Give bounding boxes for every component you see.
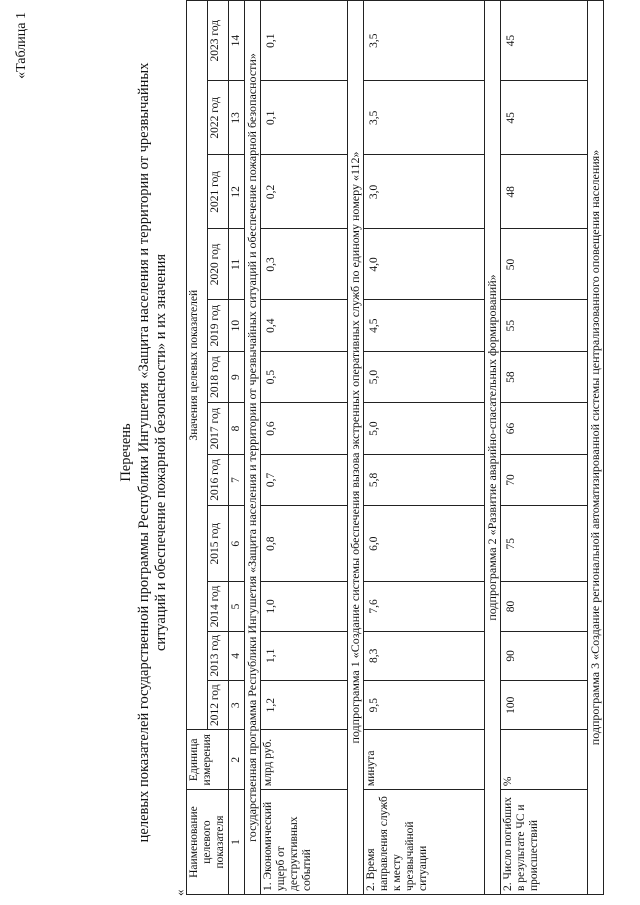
header-year: 2023 год (208, 1, 229, 81)
indicator-value: 45 (501, 81, 588, 155)
header-year: 2017 год (208, 403, 229, 454)
indicator-unit: минута (364, 730, 485, 790)
indicator-value: 8,3 (364, 631, 485, 680)
header-year: 2020 год (208, 229, 229, 300)
column-number: 12 (229, 155, 245, 229)
column-number: 14 (229, 1, 245, 81)
column-number: 9 (229, 351, 245, 402)
indicator-value: 58 (501, 351, 588, 402)
indicator-value: 1,0 (261, 582, 348, 631)
column-numbers-row (229, 1, 245, 895)
column-number: 13 (229, 81, 245, 155)
header-year: 2012 год (208, 681, 229, 730)
indicator-value: 0,6 (261, 403, 348, 454)
column-number: 4 (229, 631, 245, 680)
indicator-unit: % (501, 730, 588, 790)
indicator-unit: млрд руб. (261, 730, 348, 790)
indicator-value: 6,0 (364, 506, 485, 582)
column-number: 7 (229, 454, 245, 505)
indicator-value: 50 (501, 229, 588, 300)
header-name: Наименование целевого показателя (187, 790, 229, 895)
indicator-value: 66 (501, 403, 588, 454)
table-row (261, 1, 348, 895)
column-number: 8 (229, 403, 245, 454)
indicator-value: 3,5 (364, 81, 485, 155)
column-number: 6 (229, 506, 245, 582)
table-caption: «Таблица 1 (14, 12, 29, 79)
document-subtitle-line-2: ситуаций и обеспечение пожарной безопасности» и их значения (153, 253, 169, 652)
indicator-value: 48 (501, 155, 588, 229)
indicators-table (186, 0, 604, 895)
indicator-value: 75 (501, 506, 588, 582)
indicator-value: 0,2 (261, 155, 348, 229)
indicator-value: 3,0 (364, 155, 485, 229)
indicator-value: 100 (501, 681, 588, 730)
column-number: 5 (229, 582, 245, 631)
indicator-name: 1. Экономический ущерб от деструктивных событий (261, 790, 348, 895)
header-year: 2014 год (208, 582, 229, 631)
indicator-value: 3,5 (364, 1, 485, 81)
indicator-value: 7,6 (364, 582, 485, 631)
header-unit: Единица измерения (187, 730, 229, 790)
header-year: 2016 год (208, 454, 229, 505)
indicator-value: 80 (501, 582, 588, 631)
header-year: 2015 год (208, 506, 229, 582)
indicator-value: 0,1 (261, 81, 348, 155)
indicator-value: 5,0 (364, 351, 485, 402)
indicator-value: 70 (501, 454, 588, 505)
header-year: 2013 год (208, 631, 229, 680)
document-subtitle-line-1: целевых показателей государственной программы Республики Ингушетия «Защита населения и территории от чрезвычайных (136, 62, 152, 843)
open-quote: « (172, 889, 187, 896)
column-number: 3 (229, 681, 245, 730)
indicator-value: 0,3 (261, 229, 348, 300)
indicator-value: 4,5 (364, 300, 485, 351)
indicator-value: 0,1 (261, 1, 348, 81)
header-year: 2022 год (208, 81, 229, 155)
column-number: 1 (229, 790, 245, 895)
indicator-value: 0,5 (261, 351, 348, 402)
indicator-value: 5,0 (364, 403, 485, 454)
header-year: 2018 год (208, 351, 229, 402)
column-number: 2 (229, 730, 245, 790)
document-title: Перечень (118, 423, 134, 482)
indicator-value: 1,1 (261, 631, 348, 680)
indicator-value: 5,8 (364, 454, 485, 505)
indicator-value: 45 (501, 1, 588, 81)
column-number: 10 (229, 300, 245, 351)
indicator-value: 0,8 (261, 506, 348, 582)
header-year: 2019 год (208, 300, 229, 351)
indicator-value: 1,2 (261, 681, 348, 730)
indicator-value: 0,4 (261, 300, 348, 351)
indicator-value: 4,0 (364, 229, 485, 300)
subprogram-3-heading: подпрограмма 3 «Создание региональной автоматизированной системы централизованного оповещения населения» (588, 1, 604, 895)
program-heading: государственная программа Республики Ингушетия «Защита населения и территории от чрезвычайных ситуаций и обеспечение пожарной безопасности» (245, 1, 261, 895)
header-year: 2021 год (208, 155, 229, 229)
indicator-value: 55 (501, 300, 588, 351)
indicator-value: 9,5 (364, 681, 485, 730)
column-number: 11 (229, 229, 245, 300)
subprogram-2-heading: подпрограмма 2 «Развитие аварийно-спасательных формирований» (485, 1, 501, 895)
subprogram-1-heading: подпрограмма 1 «Создание системы обеспечения вызова экстренных оперативных служб по единому номеру «112» (348, 1, 364, 895)
indicator-name: 2. Время направления служб к месту чрезвычайной ситуации (364, 790, 485, 895)
header-values-group: Значения целевых показателей (187, 1, 208, 730)
table-row (364, 1, 485, 895)
indicator-value: 90 (501, 631, 588, 680)
indicator-name: 2. Число погибших в результате ЧС и происшествий (501, 790, 588, 895)
table-row (501, 1, 588, 895)
indicator-value: 0,7 (261, 454, 348, 505)
